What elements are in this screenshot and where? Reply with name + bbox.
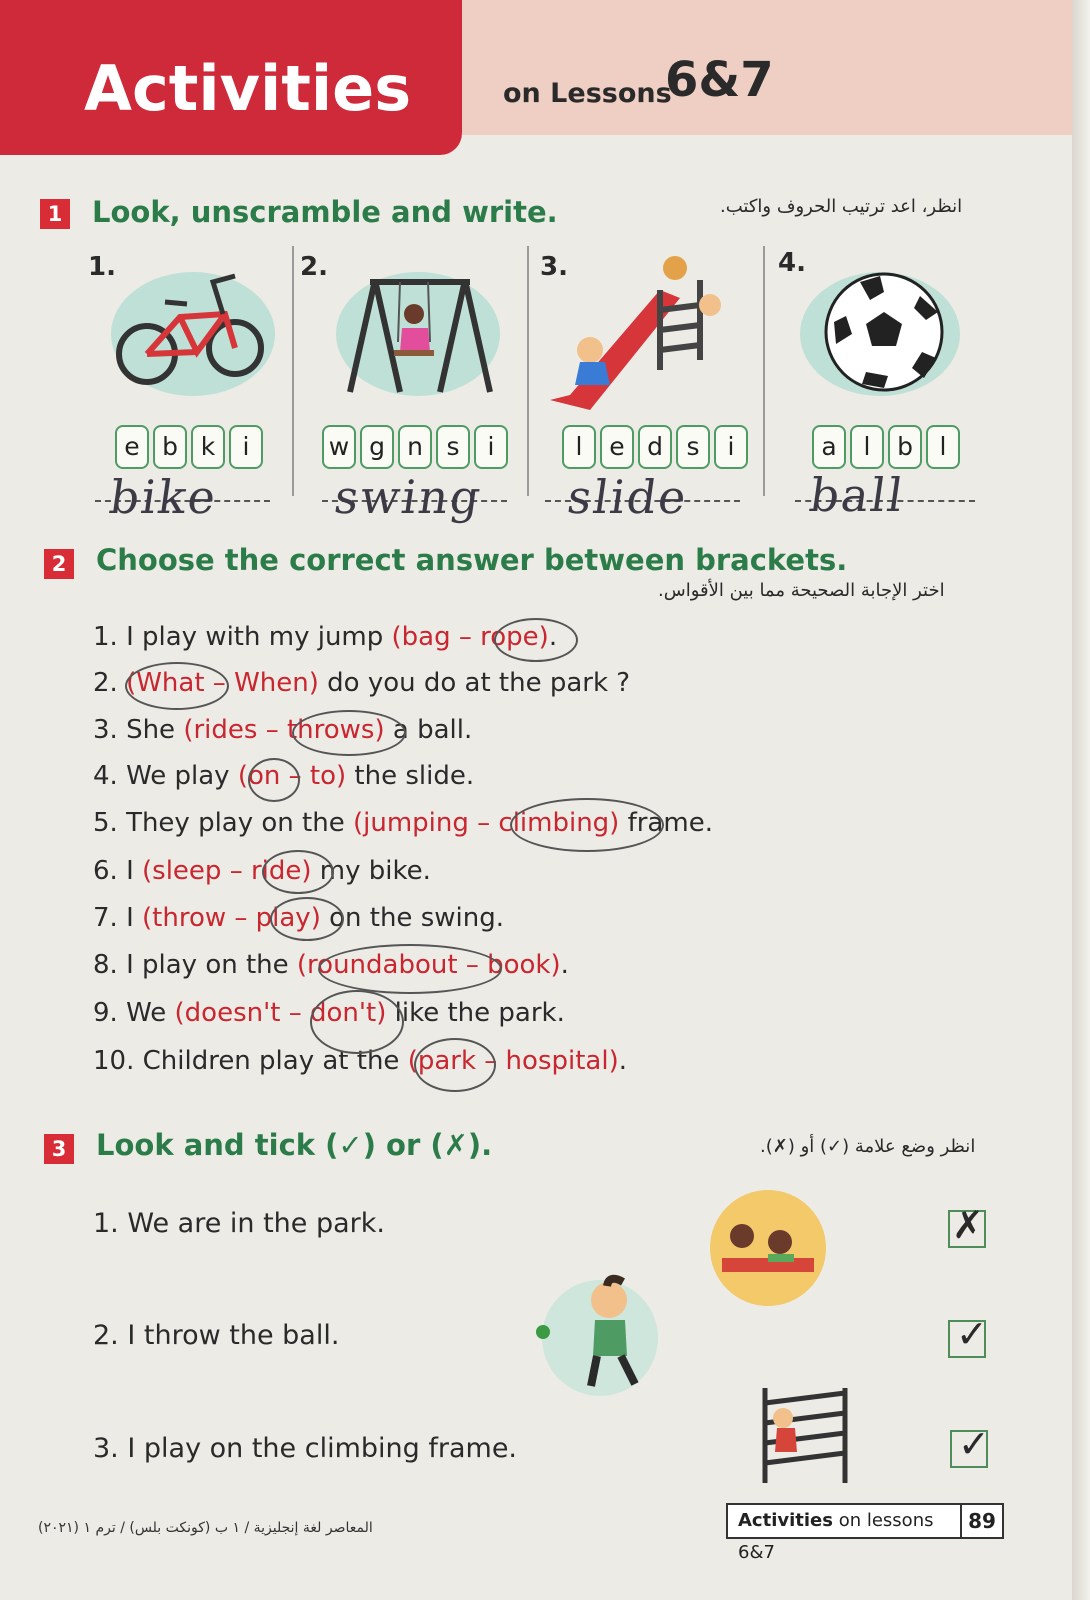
- handwritten-answer[interactable]: swing: [331, 470, 486, 524]
- letter-tile: e: [600, 425, 634, 469]
- statement-3: 3. I play on the climbing frame.: [93, 1433, 518, 1464]
- letter-tiles-1: [115, 425, 263, 469]
- question-7: 7. I (throw – play) on the swing.: [93, 903, 504, 933]
- statement-1: 1. We are in the park.: [93, 1208, 385, 1239]
- answer-circle: [310, 990, 404, 1054]
- divider: [763, 246, 765, 496]
- tick-mark: ✓: [956, 1312, 988, 1356]
- swing-icon: [330, 262, 505, 402]
- letter-tile: i: [229, 425, 263, 469]
- letter-tile: b: [153, 425, 187, 469]
- letter-tile: w: [322, 425, 356, 469]
- question-3: 3. She (rides – throws) a ball.: [93, 715, 473, 745]
- letter-tile: n: [398, 425, 432, 469]
- letter-tiles-3: [562, 425, 748, 469]
- letter-tiles-4: [812, 425, 960, 469]
- answer-circle: [494, 618, 578, 662]
- item-number: 4.: [778, 248, 806, 278]
- answer-circle: [262, 850, 334, 894]
- header-subtitle: on Lessons: [503, 78, 672, 109]
- statement-2: 2. I throw the ball.: [93, 1320, 340, 1351]
- section-title-3: Look and tick (✓) or (✗).: [96, 1128, 493, 1162]
- footer-label-box: [726, 1503, 1004, 1563]
- letter-tile: g: [360, 425, 394, 469]
- page-edge: [1072, 0, 1090, 1600]
- answer-circle: [248, 758, 300, 802]
- section-title-1: Look, unscramble and write.: [92, 195, 558, 229]
- section-arabic-2: اختر الإجابة الصحيحة مما بين الأقواس.: [658, 580, 945, 601]
- question-10: 10. Children play at the (park – hospital).: [93, 1046, 627, 1076]
- divider: [527, 246, 529, 496]
- letter-tile: b: [888, 425, 922, 469]
- cross-mark: ✗: [952, 1203, 984, 1247]
- climbing-frame-icon: [755, 1378, 855, 1488]
- tick-mark: ✓: [958, 1422, 990, 1466]
- handwritten-answer[interactable]: ball: [806, 468, 909, 522]
- answer-circle: [292, 710, 406, 756]
- letter-tile: s: [676, 425, 710, 469]
- item-number: 1.: [88, 252, 116, 282]
- letter-tile: e: [115, 425, 149, 469]
- letter-tile: l: [926, 425, 960, 469]
- letter-tile: l: [562, 425, 596, 469]
- question-9: 9. We (doesn't – don't) like the park.: [93, 998, 565, 1028]
- item-number: 2.: [300, 252, 328, 282]
- question-2: 2. (What – When) do you do at the park ?: [93, 668, 631, 698]
- boy-throwing-ball-icon: [535, 1268, 665, 1398]
- classroom-icon: [708, 1188, 828, 1308]
- handwritten-answer[interactable]: slide: [564, 470, 692, 524]
- answer-circle: [318, 944, 502, 994]
- section-number-1: 1: [40, 199, 70, 229]
- letter-tile: i: [474, 425, 508, 469]
- letter-tile: i: [714, 425, 748, 469]
- letter-tile: l: [850, 425, 884, 469]
- question-4: 4. We play (on – to) the slide.: [93, 761, 475, 791]
- letter-tiles-2: [322, 425, 508, 469]
- answer-circle: [270, 897, 344, 941]
- answer-circle: [510, 798, 664, 852]
- answer-circle: [125, 662, 229, 710]
- footer-label: Activities on lessons 6&7: [738, 1510, 934, 1563]
- question-6: 6. I (sleep – ride) my bike.: [93, 856, 431, 886]
- page-number: 89: [960, 1505, 1002, 1537]
- question-8: 8. I play on the (roundabout – book).: [93, 950, 569, 980]
- question-5: 5. They play on the (jumping – climbing) frame.: [93, 808, 713, 838]
- section-number-3: 3: [44, 1134, 74, 1164]
- handwritten-answer[interactable]: bike: [106, 470, 222, 524]
- letter-tile: a: [812, 425, 846, 469]
- section-arabic-3: انظر وضع علامة (✓) أو (✗).: [760, 1136, 976, 1157]
- section-title-2: Choose the correct answer between brackets.: [96, 543, 848, 577]
- header-lessons: 6&7: [665, 52, 774, 108]
- letter-tile: s: [436, 425, 470, 469]
- slide-icon: [550, 250, 740, 410]
- letter-tile: d: [638, 425, 672, 469]
- question-1: 1. I play with my jump (bag – rope).: [93, 622, 558, 652]
- section-number-2: 2: [44, 549, 74, 579]
- page-title: Activities: [84, 52, 412, 125]
- item-number: 3.: [540, 252, 568, 282]
- answer-circle: [414, 1038, 496, 1092]
- divider: [292, 246, 294, 496]
- football-icon: [800, 262, 975, 402]
- letter-tile: k: [191, 425, 225, 469]
- bicycle-icon: [105, 262, 280, 402]
- section-arabic-1: انظر، اعد ترتيب الحروف واكتب.: [720, 196, 963, 217]
- publisher-note: المعاصر لغة إنجليزية / ١ ب (كونكت بلس) / ترم ١ (٢٠٢١): [38, 1520, 373, 1536]
